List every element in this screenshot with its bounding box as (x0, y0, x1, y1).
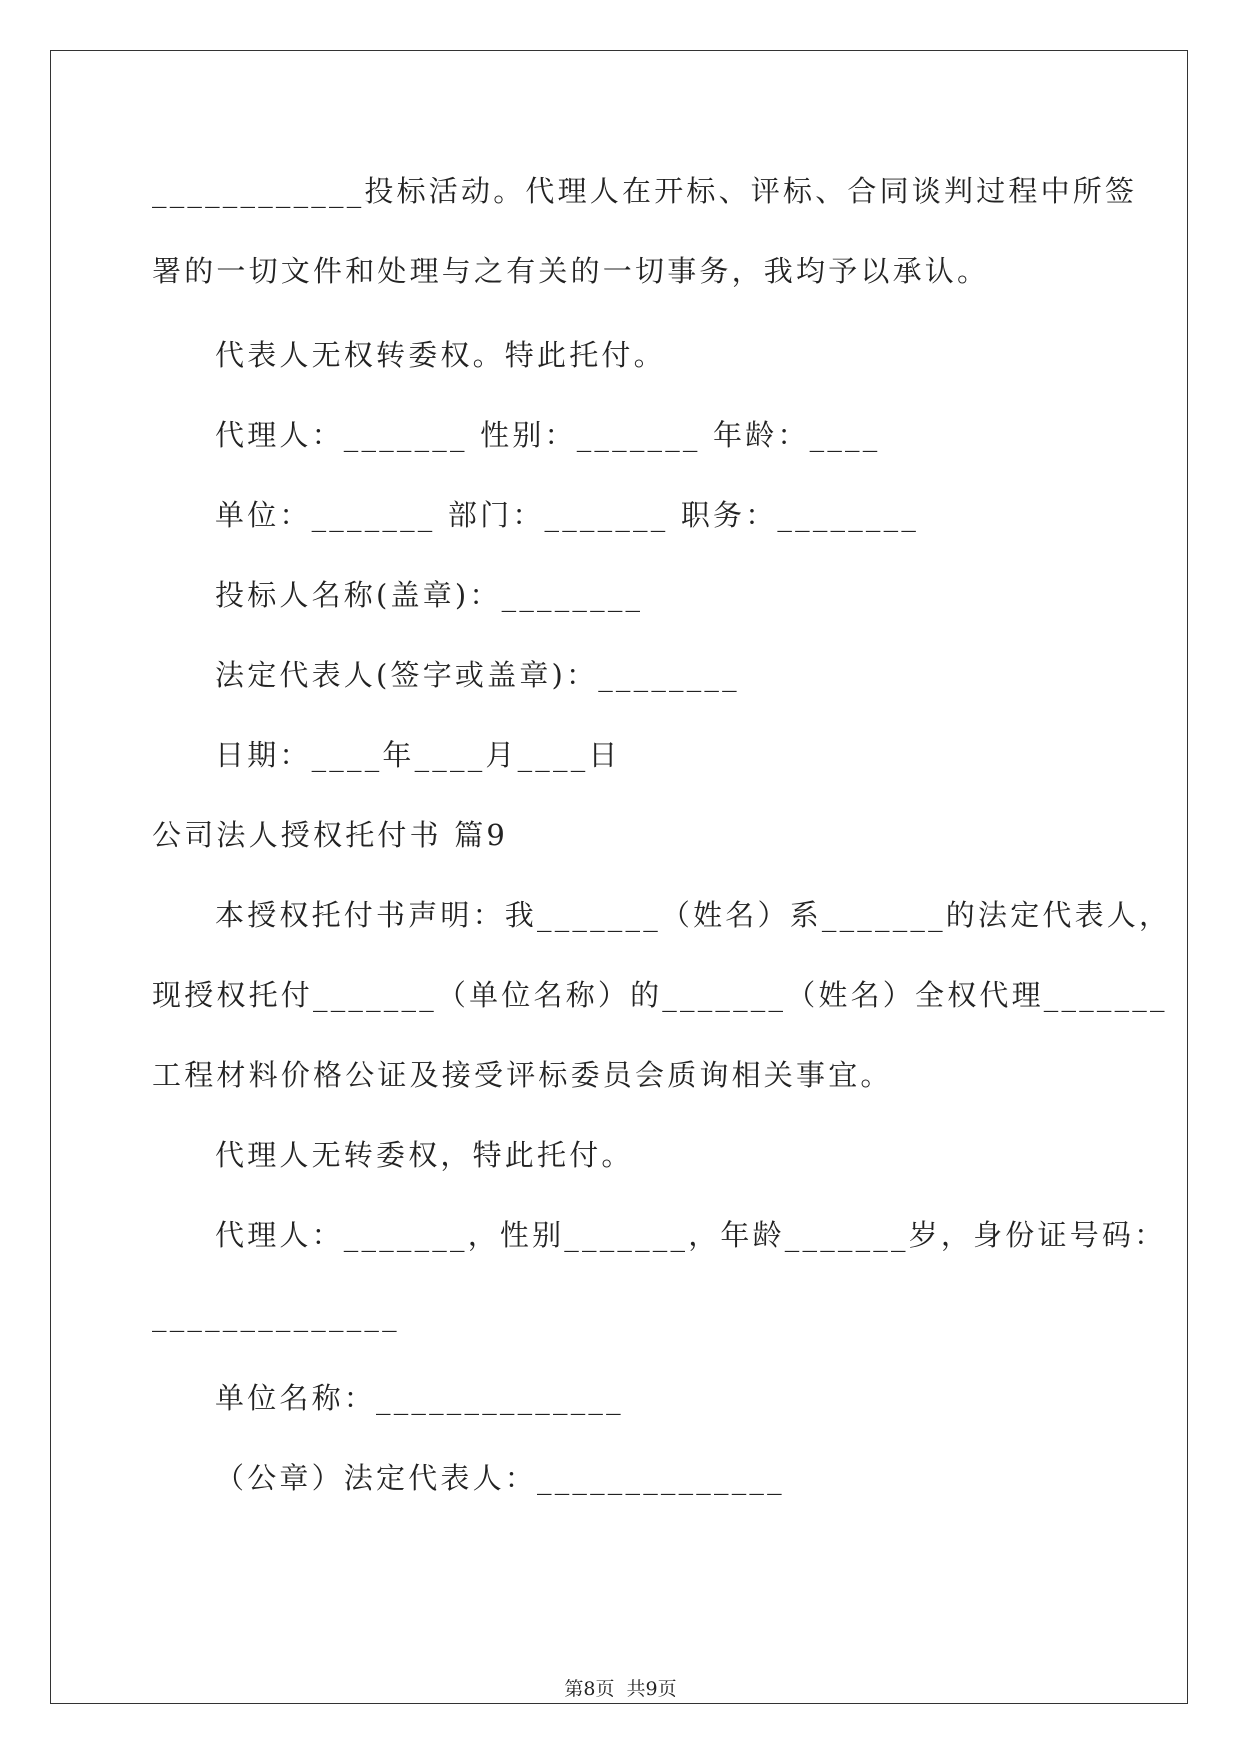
page-border (50, 50, 1188, 1704)
form-field-bidder: 投标人名称(盖章)：________ (215, 578, 644, 612)
body-line: 本授权托付书声明：我_______（姓名）系_______的法定代表人， (215, 898, 1172, 932)
page-footer: 第8页 共9页 (564, 1678, 677, 1700)
form-field-date: 日期：____年____月____日 (215, 738, 621, 772)
form-field-legal-rep: 法定代表人(签字或盖章)：________ (215, 658, 740, 692)
form-field-agent-details: 代理人：_______，性别_______，年龄_______岁，身份证号码： (215, 1218, 1167, 1252)
form-field-id-number: ______________ (152, 1298, 400, 1332)
body-line: 代理人无转委权，特此托付。 (215, 1138, 634, 1172)
form-field-agent: 代理人：_______ 性别：_______ 年龄：____ (215, 418, 881, 452)
body-line: 工程材料价格公证及接受评标委员会质询相关事宜。 (152, 1058, 893, 1092)
body-line: 代表人无权转委权。特此托付。 (215, 338, 666, 372)
body-line: ____________投标活动。代理人在开标、评标、合同谈判过程中所签 (152, 174, 1138, 208)
body-line: 署的一切文件和处理与之有关的一切事务，我均予以承认。 (152, 254, 990, 288)
form-field-seal-legal-rep: （公章）法定代表人：______________ (215, 1461, 785, 1495)
form-field-unit: 单位：_______ 部门：_______ 职务：________ (215, 498, 920, 532)
section-heading: 公司法人授权托付书 篇9 (152, 818, 509, 852)
form-field-unit-name: 单位名称：______________ (215, 1381, 624, 1415)
body-line: 现授权托付_______（单位名称）的_______（姓名）全权代理_______ (152, 978, 1168, 1012)
